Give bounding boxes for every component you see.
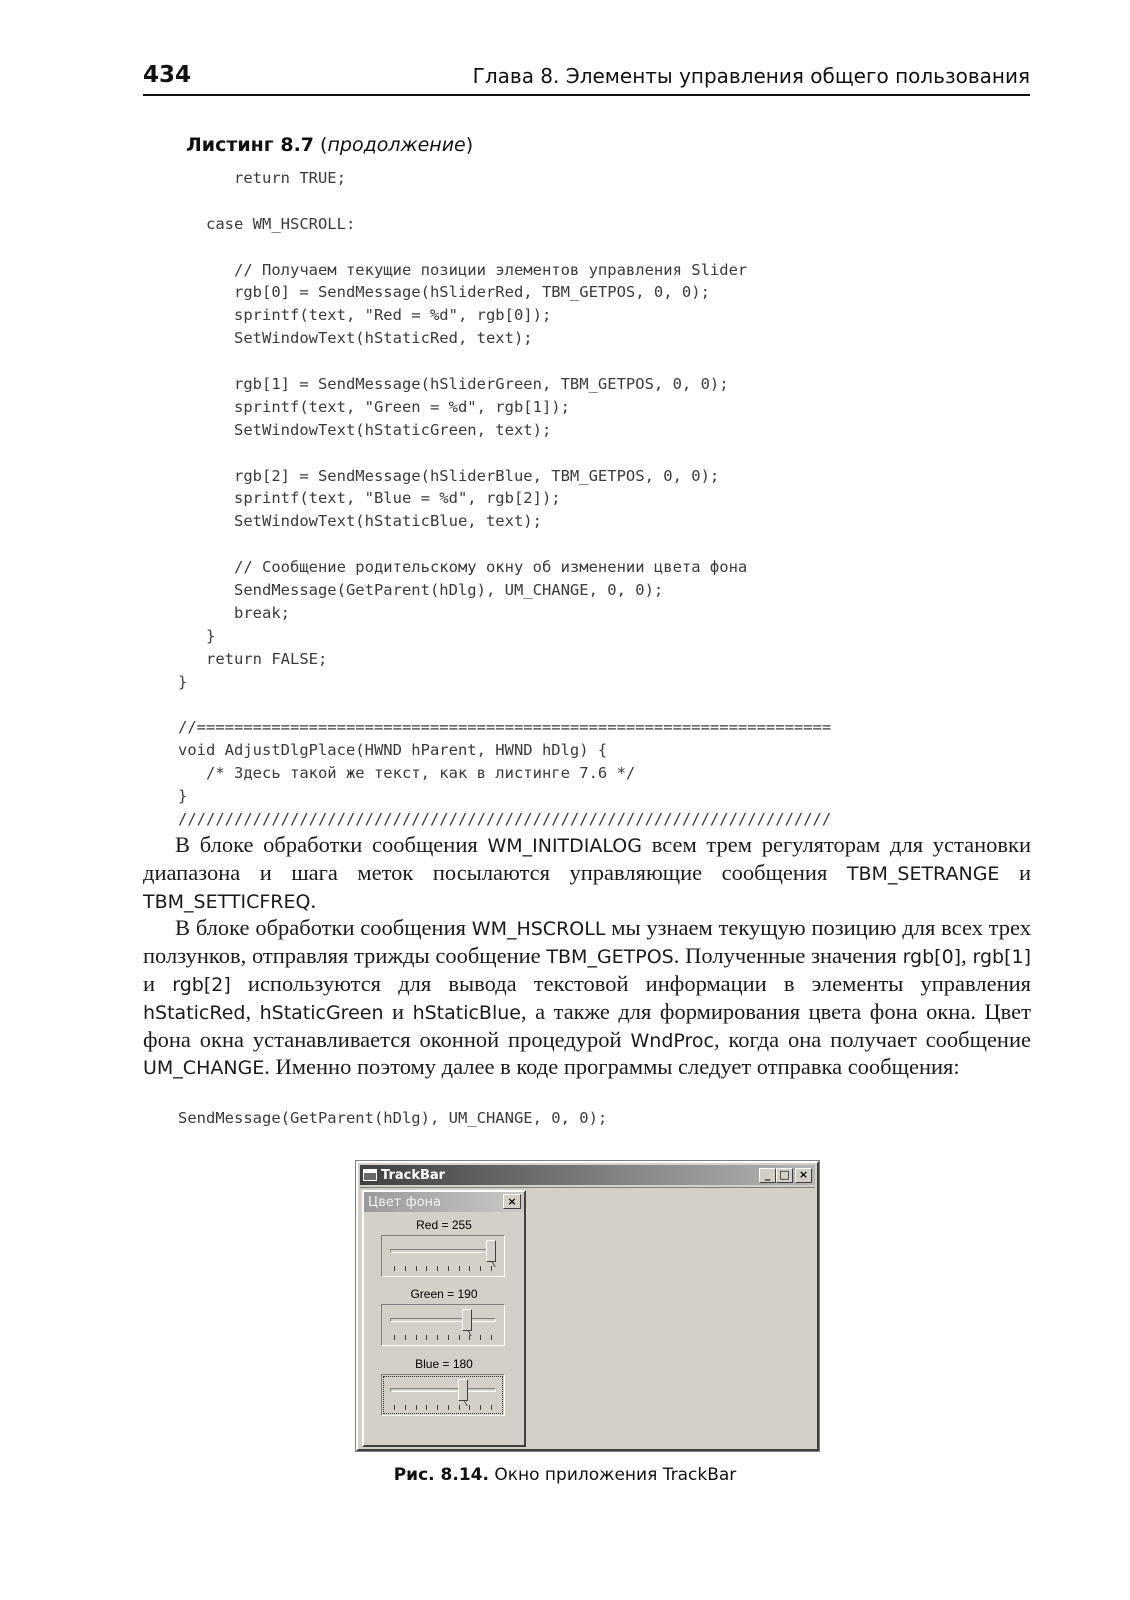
running-head: Глава 8. Элементы управления общего пользования	[472, 64, 1030, 88]
slider-track	[390, 1318, 496, 1322]
window-title: TrackBar	[381, 1167, 446, 1183]
p2-text-1: В блоке обработки сообщения	[175, 915, 472, 941]
code-line: case WM_HSCROLL:	[178, 214, 356, 233]
figure-caption-label: Рис. 8.14.	[393, 1465, 489, 1485]
window-client	[360, 1187, 815, 1447]
paragraph-1	[143, 832, 1031, 915]
code-snippet: SendMessage(GetParent(hDlg), UM_CHANGE, 0, 0);	[178, 1109, 608, 1127]
red-slider[interactable]	[381, 1235, 505, 1277]
slider-track	[390, 1388, 496, 1392]
app-window-icon	[363, 1169, 377, 1181]
code-line: break;	[178, 603, 290, 622]
close-button[interactable]: ×	[795, 1168, 812, 1183]
code-line: //////////////////////////////////////////////////////////////////////	[178, 809, 832, 828]
listing-note-close: )	[465, 134, 474, 156]
code-line: rgb[1] = SendMessage(hSliderGreen, TBM_GETPOS, 0, 0);	[178, 375, 729, 394]
green-label: Green = 190	[410, 1287, 478, 1301]
p2-keyword-10: UM_CHANGE	[143, 1057, 265, 1080]
code-line: rgb[2] = SendMessage(hSliderBlue, TBM_GETPOS, 0, 0);	[178, 466, 720, 485]
p2-text-10: , когда она получает сообщение	[713, 1026, 1031, 1052]
maximize-button[interactable]: □	[776, 1168, 793, 1183]
code-line	[178, 533, 831, 556]
code-line: // Получаем текущие позиции элементов управления Slider	[178, 260, 748, 279]
p2-keyword-8: hStaticBlue	[412, 1001, 521, 1024]
code-line: return FALSE;	[178, 649, 328, 668]
code-line	[178, 442, 831, 465]
figure-caption-text: Окно приложения TrackBar	[488, 1465, 737, 1485]
p2-keyword-1: WM_HSCROLL	[471, 918, 606, 941]
p1-text-1: В блоке обработки сообщения	[175, 832, 488, 857]
code-line: sprintf(text, "Red = %d", rgb[0]);	[178, 306, 552, 325]
code-line: sprintf(text, "Blue = %d", rgb[2]);	[178, 489, 561, 508]
p1-text-3: и	[999, 859, 1031, 885]
listing-note-open: (	[314, 134, 328, 156]
trackbar-window	[356, 1161, 819, 1451]
slider-thumb[interactable]	[486, 1240, 496, 1262]
code-line: }	[178, 787, 188, 806]
dialog-title: Цвет фона	[368, 1194, 441, 1210]
slider-track	[390, 1249, 496, 1253]
code-line	[178, 350, 831, 373]
slider-thumb[interactable]	[462, 1309, 472, 1331]
color-dialog	[362, 1190, 526, 1447]
window-titlebar[interactable]	[360, 1165, 815, 1185]
code-line	[178, 693, 831, 716]
code-line: SendMessage(GetParent(hDlg), UM_CHANGE, 0, 0);	[178, 581, 664, 600]
code-line: SetWindowText(hStaticGreen, text);	[178, 420, 552, 439]
slider-thumb[interactable]	[458, 1379, 468, 1401]
p2-text-11: . Именно поэтому далее в коде программы следует отправка сообщения:	[264, 1054, 960, 1080]
green-slider[interactable]	[381, 1304, 505, 1346]
p2-text-3: . Полученные значения	[673, 943, 903, 969]
code-line: rgb[0] = SendMessage(hSliderRed, TBM_GETPOS, 0, 0);	[178, 283, 710, 302]
slider-ticks	[394, 1266, 492, 1271]
listing-caption	[186, 134, 473, 156]
blue-slider[interactable]	[381, 1374, 505, 1416]
body-text	[143, 832, 1031, 1082]
paragraph-2	[143, 915, 1031, 1082]
dialog-close-button[interactable]: ×	[503, 1194, 521, 1209]
code-line: SetWindowText(hStaticBlue, text);	[178, 512, 542, 531]
slider-ticks	[394, 1405, 492, 1410]
code-line: void AdjustDlgPlace(HWND hParent, HWND hDlg) {	[178, 741, 608, 760]
p2-keyword-6: hStaticRed	[143, 1001, 246, 1024]
p1-text-4: .	[310, 887, 317, 913]
code-line: /* Здесь такой же текст, как в листинге 7.6 */	[178, 764, 636, 783]
p2-text-2: мы узнаем текущую позицию для всех трех ползунков, отправляя трижды сообщение	[143, 915, 1031, 969]
code-line	[178, 236, 831, 259]
p2-text-5: и	[143, 970, 173, 996]
code-line: //====================================================================	[178, 718, 832, 737]
code-line	[178, 190, 831, 213]
red-label: Red = 255	[416, 1218, 472, 1232]
page-number: 434	[143, 62, 192, 88]
blue-label: Blue = 180	[415, 1357, 473, 1371]
p2-keyword-7: hStaticGreen	[259, 1001, 384, 1024]
header-rule	[143, 94, 1030, 96]
code-line: SetWindowText(hStaticRed, text);	[178, 329, 533, 348]
listing-note: продолжение	[327, 134, 466, 156]
p2-text-7: ,	[245, 998, 260, 1024]
p2-keyword-4: rgb[1]	[972, 946, 1031, 969]
code-line: }	[178, 626, 216, 645]
code-line: return TRUE;	[178, 169, 346, 187]
minimize-button[interactable]: _	[759, 1168, 776, 1183]
p2-keyword-3: rgb[0]	[902, 946, 962, 969]
listing-label: Листинг 8.7	[186, 134, 315, 156]
p2-keyword-9: WndProc	[630, 1029, 714, 1052]
p1-text-2: всем трем регуляторам для установки диапазона и шага меток посылаются управляющие сообщения	[143, 832, 1031, 885]
figure-caption	[0, 1465, 1130, 1485]
p1-keyword-1: WM_INITDIALOG	[487, 835, 642, 857]
code-line: // Сообщение родительскому окну об изменении цвета фона	[178, 558, 748, 577]
code-listing	[178, 167, 831, 831]
slider-ticks	[394, 1335, 492, 1340]
p2-keyword-2: TBM_GETPOS	[546, 946, 674, 969]
p2-text-9: , а также для формирования цвета фона окна. Цвет фона окна устанавливается оконной процедурой	[143, 998, 1031, 1052]
p2-text-4: ,	[961, 943, 973, 969]
code-line: }	[178, 672, 188, 691]
p2-text-6: используются для вывода текстовой информации в элементы управления	[230, 970, 1032, 996]
p1-keyword-3: TBM_SETTICFREQ	[143, 890, 311, 913]
p1-keyword-2: TBM_SETRANGE	[846, 862, 1000, 885]
window-buttons	[759, 1168, 812, 1183]
code-line: sprintf(text, "Green = %d", rgb[1]);	[178, 397, 570, 416]
p2-text-8: и	[383, 998, 413, 1024]
dialog-titlebar[interactable]	[364, 1192, 524, 1212]
p2-keyword-5: rgb[2]	[172, 973, 231, 996]
